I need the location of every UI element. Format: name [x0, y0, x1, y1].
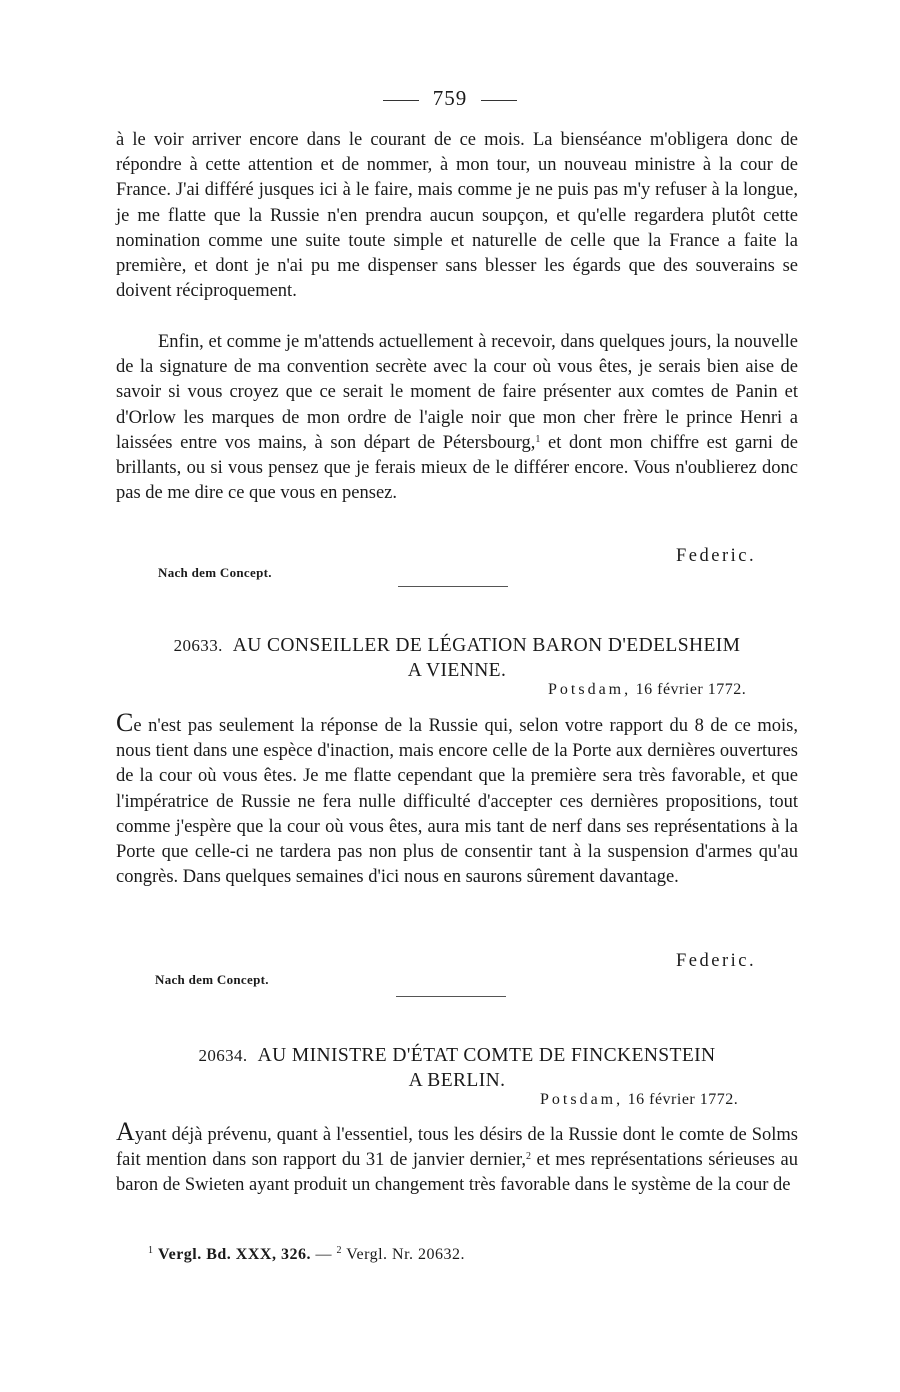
signature: Federic. — [676, 951, 757, 971]
paragraph-text: Enfin, et comme je m'attends actuellement à recevoir, dans quelques jours, la nouvelle de la signature de ma convention secrète avec la cour où vous êtes, je serais bien aise de savoir si vous croyez que ce serait le moment de faire présenter aux comtes de Panin et d'Orlow les marques de mon ordre de l'aigle noir que mon cher frère le prince Henri a laissées entre vos mains, à son départ de Pétersbourg, — [116, 332, 798, 453]
place: Potsdam, — [540, 1091, 624, 1108]
title-line: A BERLIN. — [408, 1070, 506, 1091]
paragraph-text: et dont mon chiffre est garni de brillants, ou si vous pensez que je ferais mieux de le différer encore. Vous n'oublierez donc pas de me dire ce que vous en pensez. — [116, 432, 798, 504]
section-divider — [398, 586, 508, 587]
title-line — [116, 1043, 798, 1068]
footnote-mark: 1 — [148, 1245, 154, 1256]
document-number: 20634. — [198, 1046, 248, 1065]
date: 16 février 1772. — [635, 681, 747, 698]
concept-note: Nach dem Concept. — [155, 972, 269, 987]
letter-continuation-paragraph: à le voir arriver encore dans le courant de ce mois. La bienséance m'obligera donc de répondre à cette attention et de nommer, à mon tour, un nouveau ministre à la cour de France. J'ai différé jusques ici à le faire, mais comme je ne puis pas m'y refuser à la longue, je me flatte que la Russie n'en prendra aucun soupçon, et qu'elle regardera plutôt cette nomination comme une suite toute simple et naturelle de celle que la France a faite la première, et dont je n'ai pu me dispenser sans blesser les égards que des souverains se doivent réciproquement. — [116, 130, 798, 302]
concept-note: Nach dem Concept. — [158, 565, 272, 580]
letter-second-paragraph — [116, 330, 798, 506]
body-text: yant déjà prévenu, quant à l'essentiel, tous les désirs de la Russie dont le comte de Solms fait mention dans son rapport du 31 de janvier dernier, — [116, 1125, 798, 1171]
place-date — [540, 1091, 738, 1109]
page-header — [0, 86, 900, 111]
footnote-text: Vergl. Bd. XXX, 326. — [158, 1246, 311, 1263]
title-text: AU MINISTRE D'ÉTAT COMTE DE FINCKENSTEIN — [257, 1045, 716, 1066]
footnote-marker: 1 — [535, 433, 541, 445]
document-title — [116, 633, 798, 683]
footnote-marker: 2 — [526, 1151, 532, 1163]
signature: Federic. — [676, 546, 757, 566]
title-line — [116, 633, 798, 658]
document-number: 20633. — [173, 636, 223, 655]
letter-body — [116, 710, 798, 890]
header-dash-left — [383, 100, 419, 101]
body-text: e n'est pas seulement la réponse de la Russie qui, selon votre rapport du 8 de ce mois, nous tient dans une espèce d'inaction, mais encore celle de la Porte aux dernières ouvertures de la cour où vous êtes. Je me flatte cependant que la première sera très favorable, et que l'impératrice de Russie ne fera nulle difficulté d'accepter ces dernières propositions, tout comme j'espère que la cour où vous êtes, aura mis tant de nerf dans ses représentations à la Porte que celle-ci ne tardera pas non plus de consentir tant à la suspension d'armes qu'au congrès. Dans quelques semaines d'ici nous en saurons sûrement davantage. — [116, 716, 798, 888]
page-number: 759 — [432, 86, 468, 110]
initial-letter: A — [116, 1117, 135, 1146]
place-date — [548, 681, 746, 699]
place: Potsdam, — [548, 681, 632, 698]
footnotes — [148, 1246, 465, 1264]
document-title — [116, 1043, 798, 1093]
footnote-mark: 2 — [336, 1245, 342, 1256]
date: 16 février 1772. — [627, 1091, 739, 1108]
header-dash-right — [481, 100, 517, 101]
letter-body — [116, 1119, 798, 1199]
section-divider — [396, 996, 506, 997]
body-text: et mes représentations sérieuses au baron de Swieten ayant produit un changement très favorable dans le système de la cour de — [116, 1150, 798, 1196]
footnote-text: Vergl. Nr. 20632. — [346, 1246, 466, 1263]
title-line: A VIENNE. — [407, 660, 507, 681]
initial-letter: C — [116, 708, 134, 737]
title-text: AU CONSEILLER DE LÉGATION BARON D'EDELSHEIM — [232, 635, 741, 656]
footnote-separator: — — [315, 1246, 332, 1263]
